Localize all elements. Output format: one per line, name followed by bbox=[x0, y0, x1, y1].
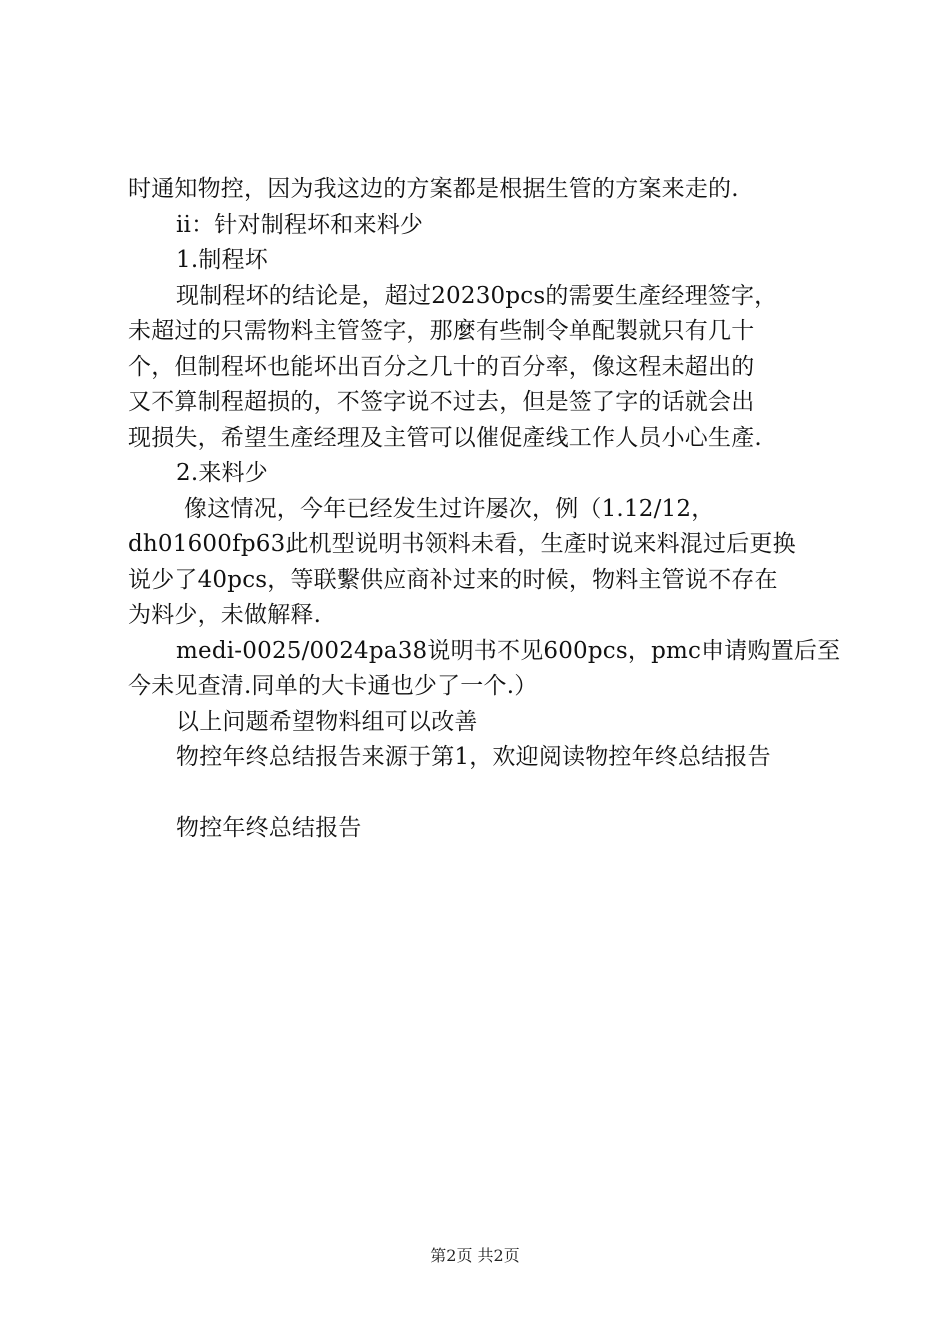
blank-line bbox=[128, 776, 840, 812]
subsection-heading: 2.来料少 bbox=[176, 460, 268, 486]
page-number-footer: 第2页 共2页 bbox=[430, 1246, 520, 1265]
paragraph-line: 以上问题希望物料组可以改善 bbox=[176, 708, 478, 735]
paragraph-line: dh01600fp63此机型说明书领料未看，生產时说来料混过后更换 bbox=[128, 531, 796, 557]
paragraph-line: 现制程坏的结论是，超过20230pcs的需要生產经理签字， bbox=[176, 282, 778, 309]
document-body bbox=[128, 172, 840, 847]
paragraph-line: 今未见查清.同单的大卡通也少了一个.） bbox=[128, 673, 538, 699]
paragraph-line: 说少了40pcs，等联繫供应商补过来的时候，物料主管说不存在 bbox=[128, 566, 778, 593]
document-title: 物控年终总结报告 bbox=[176, 815, 362, 841]
paragraph-line: medi-0025/0024pa38说明书不见600pcs，pmc申请购置后至 bbox=[176, 637, 840, 664]
paragraph-line: 未超过的只需物料主管签字，那麼有些制令单配製就只有几十 bbox=[128, 318, 755, 344]
paragraph-line: 又不算制程超损的，不签字说不过去，但是签了字的话就会出 bbox=[128, 389, 755, 415]
source-note: 物控年终总结报告来源于第1，欢迎阅读物控年终总结报告 bbox=[176, 744, 771, 770]
subsection-heading: 1.制程坏 bbox=[176, 247, 268, 273]
paragraph-line: 个，但制程坏也能坏出百分之几十的百分率，像这程未超出的 bbox=[128, 353, 755, 380]
paragraph-line: 时通知物控，因为我这边的方案都是根据生管的方案来走的. bbox=[128, 176, 739, 202]
paragraph-line: 为料少，未做解释. bbox=[128, 602, 322, 628]
section-heading: ii：针对制程坏和来料少 bbox=[176, 211, 424, 238]
paragraph-line: 像这情况，今年已经发生过许屡次，例（1.12/12， bbox=[184, 495, 715, 522]
paragraph-line: 现损失，希望生產经理及主管可以催促產线工作人员小心生產. bbox=[128, 424, 762, 451]
